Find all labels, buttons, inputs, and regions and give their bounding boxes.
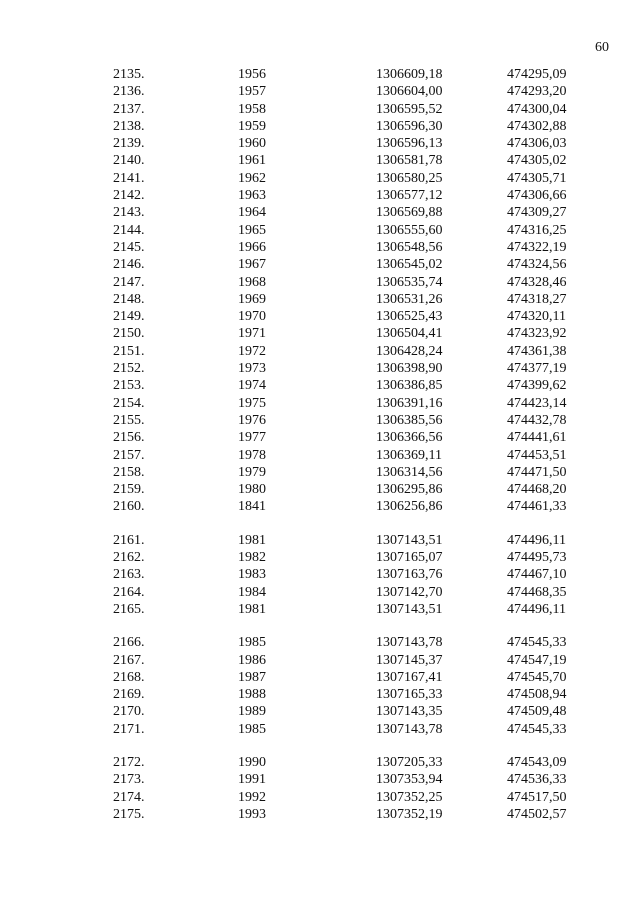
point-id-cell: 1978 (238, 447, 266, 463)
y-coordinate-cell: 474377,19 (507, 361, 567, 377)
x-coordinate-cell: 1306531,26 (376, 291, 443, 307)
point-id-cell: 1993 (238, 806, 266, 822)
y-coordinate-cell: 474517,50 (507, 789, 567, 805)
table-row (0, 464, 640, 481)
table-row (0, 447, 640, 464)
x-coordinate-cell: 1307143,78 (376, 721, 443, 737)
x-coordinate-cell: 1306385,56 (376, 412, 443, 428)
point-id-cell: 1967 (238, 257, 266, 273)
row-number-cell: 2141. (113, 170, 145, 186)
point-id-cell: 1980 (238, 482, 266, 498)
y-coordinate-cell: 474302,88 (507, 118, 567, 134)
table-row (0, 412, 640, 429)
point-id-cell: 1964 (238, 205, 266, 221)
y-coordinate-cell: 474547,19 (507, 652, 567, 668)
row-number-cell: 2166. (113, 635, 145, 651)
x-coordinate-cell: 1307352,25 (376, 789, 443, 805)
y-coordinate-cell: 474316,25 (507, 222, 567, 238)
x-coordinate-cell: 1306609,18 (376, 67, 443, 82)
point-id-cell: 1981 (238, 532, 266, 548)
x-coordinate-cell: 1307143,51 (376, 532, 443, 548)
point-id-cell: 1981 (238, 601, 266, 617)
row-number-cell: 2148. (113, 291, 145, 307)
table-row (0, 66, 640, 83)
point-id-cell: 1962 (238, 170, 266, 186)
point-id-cell: 1972 (238, 343, 266, 359)
point-id-cell: 1991 (238, 772, 266, 788)
row-group (0, 634, 640, 738)
table-row (0, 429, 640, 446)
point-id-cell: 1956 (238, 67, 266, 82)
table-row (0, 789, 640, 806)
row-number-cell: 2167. (113, 652, 145, 668)
row-number-cell: 2168. (113, 669, 145, 685)
row-number-cell: 2171. (113, 721, 145, 737)
table-row (0, 584, 640, 601)
x-coordinate-cell: 1306398,90 (376, 361, 443, 377)
table-row (0, 118, 640, 135)
y-coordinate-cell: 474328,46 (507, 274, 567, 290)
row-number-cell: 2153. (113, 378, 145, 394)
table-row (0, 669, 640, 686)
table-row (0, 256, 640, 273)
x-coordinate-cell: 1307167,41 (376, 669, 443, 685)
table-row (0, 806, 640, 823)
y-coordinate-cell: 474399,62 (507, 378, 567, 394)
x-coordinate-cell: 1307143,51 (376, 601, 443, 617)
x-coordinate-cell: 1307143,78 (376, 635, 443, 651)
x-coordinate-cell: 1307143,35 (376, 704, 443, 720)
page-number: 60 (595, 40, 609, 55)
x-coordinate-cell: 1306369,11 (376, 447, 442, 463)
table-row (0, 325, 640, 342)
table-row (0, 291, 640, 308)
table-row (0, 566, 640, 583)
table-row (0, 187, 640, 204)
row-number-cell: 2135. (113, 67, 145, 82)
x-coordinate-cell: 1307142,70 (376, 584, 443, 600)
table-row (0, 498, 640, 515)
row-number-cell: 2143. (113, 205, 145, 221)
table-row (0, 532, 640, 549)
point-id-cell: 1983 (238, 567, 266, 583)
table-row (0, 634, 640, 651)
y-coordinate-cell: 474502,57 (507, 806, 567, 822)
table-row (0, 549, 640, 566)
table-row (0, 377, 640, 394)
table-row (0, 771, 640, 788)
table-row (0, 686, 640, 703)
y-coordinate-cell: 474423,14 (507, 395, 567, 411)
point-id-cell: 1841 (238, 499, 266, 515)
point-id-cell: 1970 (238, 309, 266, 325)
table-row (0, 481, 640, 498)
point-id-cell: 1968 (238, 274, 266, 290)
table-row (0, 343, 640, 360)
y-coordinate-cell: 474496,11 (507, 601, 566, 617)
row-number-cell: 2160. (113, 499, 145, 515)
table-row (0, 274, 640, 291)
y-coordinate-cell: 474322,19 (507, 239, 567, 255)
y-coordinate-cell: 474324,56 (507, 257, 567, 273)
table-row (0, 101, 640, 118)
table-row (0, 222, 640, 239)
point-id-cell: 1990 (238, 754, 266, 770)
table-row (0, 395, 640, 412)
row-number-cell: 2151. (113, 343, 145, 359)
table-row (0, 308, 640, 325)
x-coordinate-cell: 1306569,88 (376, 205, 443, 221)
row-number-cell: 2174. (113, 789, 145, 805)
x-coordinate-cell: 1306604,00 (376, 84, 443, 100)
row-number-cell: 2169. (113, 687, 145, 703)
table-row (0, 360, 640, 377)
row-number-cell: 2149. (113, 309, 145, 325)
x-coordinate-cell: 1306548,56 (376, 239, 443, 255)
point-id-cell: 1989 (238, 704, 266, 720)
row-group (0, 532, 640, 618)
y-coordinate-cell: 474453,51 (507, 447, 567, 463)
y-coordinate-cell: 474508,94 (507, 687, 567, 703)
table-row (0, 703, 640, 720)
y-coordinate-cell: 474323,92 (507, 326, 567, 342)
y-coordinate-cell: 474468,35 (507, 584, 567, 600)
row-number-cell: 2137. (113, 101, 145, 117)
y-coordinate-cell: 474545,70 (507, 669, 567, 685)
y-coordinate-cell: 474306,03 (507, 136, 567, 152)
point-id-cell: 1959 (238, 118, 266, 134)
point-id-cell: 1963 (238, 188, 266, 204)
point-id-cell: 1973 (238, 361, 266, 377)
row-number-cell: 2150. (113, 326, 145, 342)
x-coordinate-cell: 1306555,60 (376, 222, 443, 238)
y-coordinate-cell: 474468,20 (507, 482, 567, 498)
row-number-cell: 2152. (113, 361, 145, 377)
row-number-cell: 2163. (113, 567, 145, 583)
row-number-cell: 2140. (113, 153, 145, 169)
table-row (0, 135, 640, 152)
x-coordinate-cell: 1306256,86 (376, 499, 443, 515)
table-row (0, 601, 640, 618)
y-coordinate-cell: 474441,61 (507, 430, 567, 446)
point-id-cell: 1965 (238, 222, 266, 238)
x-coordinate-cell: 1307165,07 (376, 550, 443, 566)
x-coordinate-cell: 1306295,86 (376, 482, 443, 498)
x-coordinate-cell: 1306580,25 (376, 170, 443, 186)
row-number-cell: 2172. (113, 754, 145, 770)
row-number-cell: 2173. (113, 772, 145, 788)
y-coordinate-cell: 474305,02 (507, 153, 567, 169)
point-id-cell: 1992 (238, 789, 266, 805)
row-number-cell: 2157. (113, 447, 145, 463)
x-coordinate-cell: 1306545,02 (376, 257, 443, 273)
x-coordinate-cell: 1306391,16 (376, 395, 443, 411)
point-id-cell: 1979 (238, 464, 266, 480)
row-number-cell: 2175. (113, 806, 145, 822)
row-number-cell: 2162. (113, 550, 145, 566)
x-coordinate-cell: 1306525,43 (376, 309, 443, 325)
table-row (0, 754, 640, 771)
y-coordinate-cell: 474467,10 (507, 567, 567, 583)
point-id-cell: 1987 (238, 669, 266, 685)
y-coordinate-cell: 474545,33 (507, 635, 567, 651)
point-id-cell: 1966 (238, 239, 266, 255)
coordinates-table (0, 66, 640, 839)
x-coordinate-cell: 1306577,12 (376, 188, 443, 204)
point-id-cell: 1988 (238, 687, 266, 703)
y-coordinate-cell: 474471,50 (507, 464, 567, 480)
point-id-cell: 1977 (238, 430, 266, 446)
x-coordinate-cell: 1307165,33 (376, 687, 443, 703)
row-number-cell: 2156. (113, 430, 145, 446)
x-coordinate-cell: 1307353,94 (376, 772, 443, 788)
point-id-cell: 1960 (238, 136, 266, 152)
y-coordinate-cell: 474509,48 (507, 704, 567, 720)
y-coordinate-cell: 474495,73 (507, 550, 567, 566)
y-coordinate-cell: 474543,09 (507, 754, 567, 770)
y-coordinate-cell: 474545,33 (507, 721, 567, 737)
point-id-cell: 1958 (238, 101, 266, 117)
point-id-cell: 1985 (238, 721, 266, 737)
x-coordinate-cell: 1307163,76 (376, 567, 443, 583)
table-row (0, 170, 640, 187)
row-number-cell: 2161. (113, 532, 145, 548)
row-number-cell: 2144. (113, 222, 145, 238)
point-id-cell: 1985 (238, 635, 266, 651)
point-id-cell: 1961 (238, 153, 266, 169)
row-number-cell: 2145. (113, 239, 145, 255)
row-number-cell: 2155. (113, 412, 145, 428)
y-coordinate-cell: 474461,33 (507, 499, 567, 515)
x-coordinate-cell: 1306581,78 (376, 153, 443, 169)
row-number-cell: 2170. (113, 704, 145, 720)
row-number-cell: 2165. (113, 601, 145, 617)
y-coordinate-cell: 474361,38 (507, 343, 567, 359)
table-row (0, 239, 640, 256)
x-coordinate-cell: 1307352,19 (376, 806, 443, 822)
x-coordinate-cell: 1307145,37 (376, 652, 443, 668)
point-id-cell: 1976 (238, 412, 266, 428)
row-group (0, 66, 640, 516)
x-coordinate-cell: 1306504,41 (376, 326, 443, 342)
x-coordinate-cell: 1306596,30 (376, 118, 443, 134)
y-coordinate-cell: 474318,27 (507, 291, 567, 307)
y-coordinate-cell: 474295,09 (507, 67, 567, 82)
row-number-cell: 2154. (113, 395, 145, 411)
row-number-cell: 2158. (113, 464, 145, 480)
y-coordinate-cell: 474432,78 (507, 412, 567, 428)
point-id-cell: 1971 (238, 326, 266, 342)
row-number-cell: 2142. (113, 188, 145, 204)
point-id-cell: 1982 (238, 550, 266, 566)
row-number-cell: 2139. (113, 136, 145, 152)
y-coordinate-cell: 474536,33 (507, 772, 567, 788)
table-row (0, 83, 640, 100)
point-id-cell: 1957 (238, 84, 266, 100)
x-coordinate-cell: 1306366,56 (376, 430, 443, 446)
x-coordinate-cell: 1306386,85 (376, 378, 443, 394)
point-id-cell: 1969 (238, 291, 266, 307)
x-coordinate-cell: 1306596,13 (376, 136, 443, 152)
y-coordinate-cell: 474293,20 (507, 84, 567, 100)
y-coordinate-cell: 474496,11 (507, 532, 566, 548)
row-number-cell: 2164. (113, 584, 145, 600)
x-coordinate-cell: 1307205,33 (376, 754, 443, 770)
y-coordinate-cell: 474300,04 (507, 101, 567, 117)
y-coordinate-cell: 474320,11 (507, 309, 566, 325)
x-coordinate-cell: 1306314,56 (376, 464, 443, 480)
row-number-cell: 2138. (113, 118, 145, 134)
x-coordinate-cell: 1306535,74 (376, 274, 443, 290)
row-number-cell: 2136. (113, 84, 145, 100)
x-coordinate-cell: 1306595,52 (376, 101, 443, 117)
y-coordinate-cell: 474305,71 (507, 170, 567, 186)
row-group (0, 754, 640, 823)
table-row (0, 721, 640, 738)
row-number-cell: 2159. (113, 482, 145, 498)
point-id-cell: 1986 (238, 652, 266, 668)
table-row (0, 204, 640, 221)
row-number-cell: 2147. (113, 274, 145, 290)
point-id-cell: 1975 (238, 395, 266, 411)
point-id-cell: 1984 (238, 584, 266, 600)
y-coordinate-cell: 474306,66 (507, 188, 567, 204)
y-coordinate-cell: 474309,27 (507, 205, 567, 221)
table-row (0, 652, 640, 669)
table-row (0, 152, 640, 169)
row-number-cell: 2146. (113, 257, 145, 273)
point-id-cell: 1974 (238, 378, 266, 394)
x-coordinate-cell: 1306428,24 (376, 343, 443, 359)
